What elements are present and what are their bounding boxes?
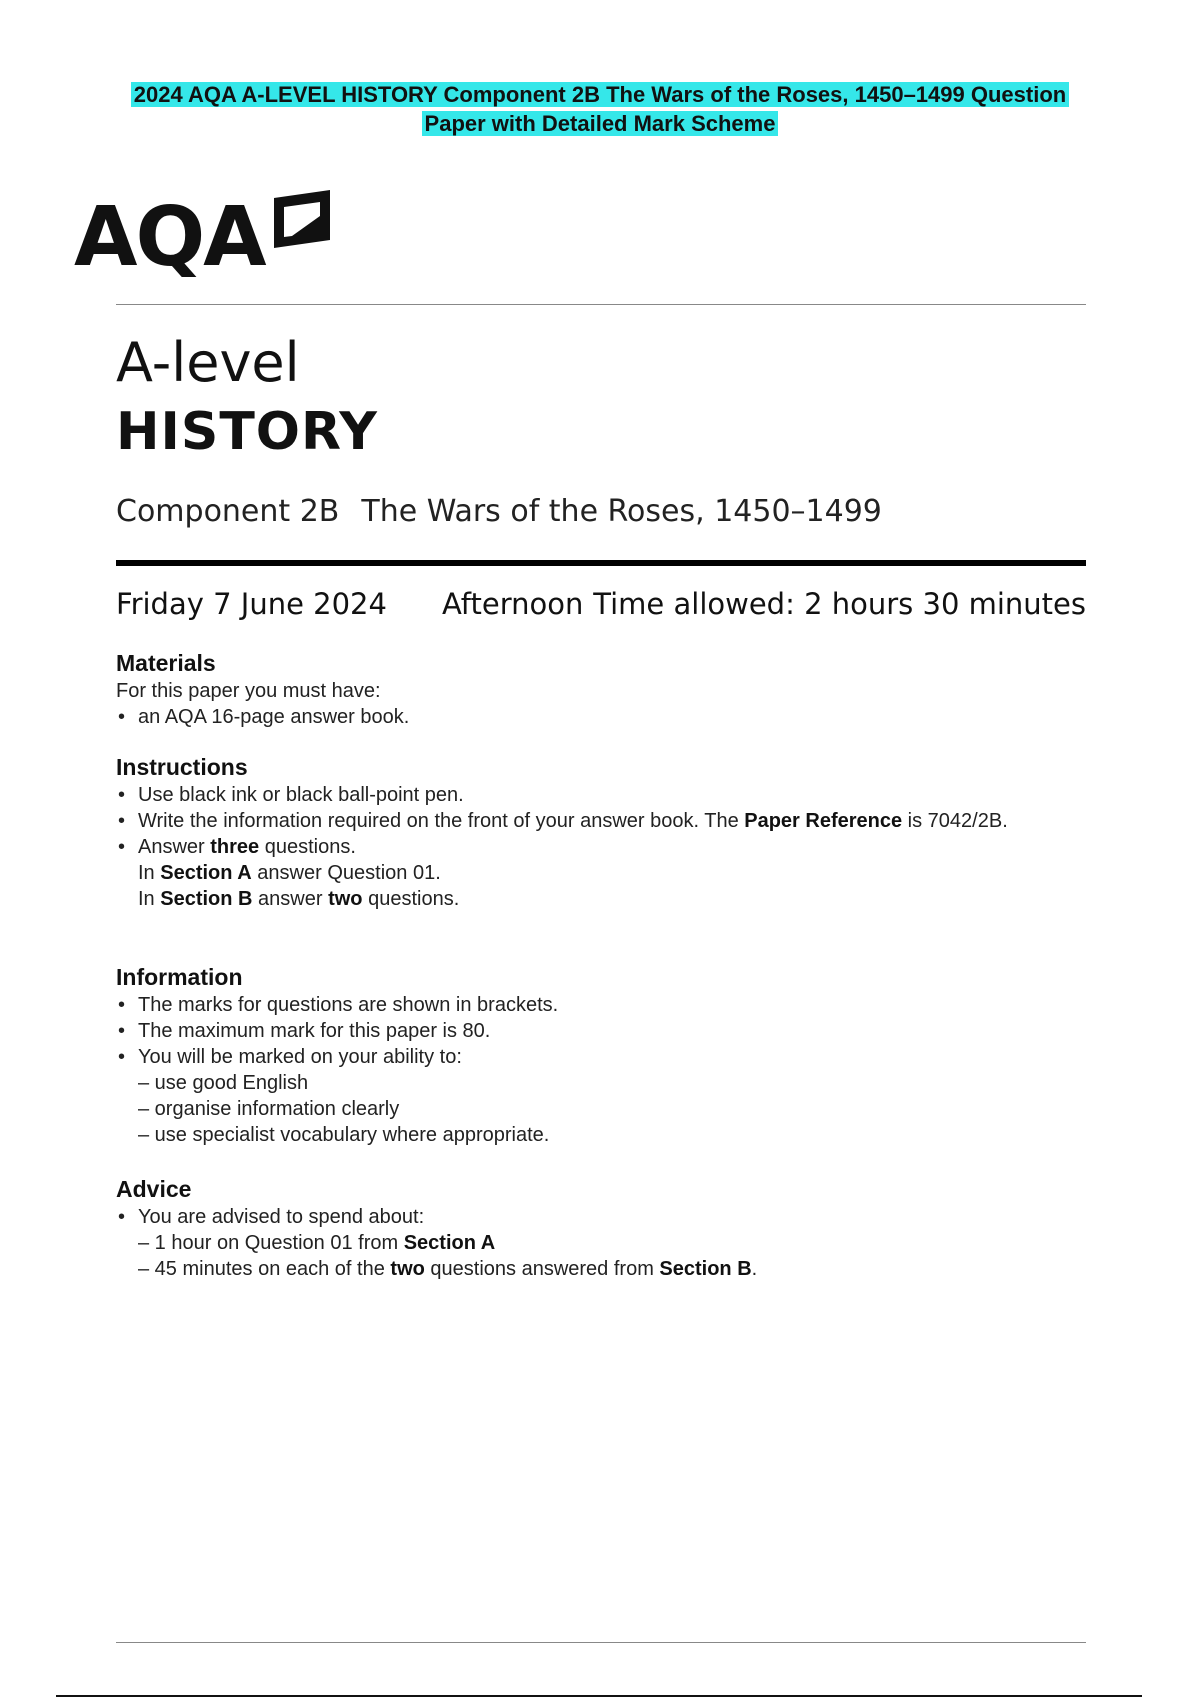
time-allowed: Time allowed: 2 hours 30 minutes <box>593 587 1086 621</box>
materials-section <box>116 648 1086 730</box>
instruction-item-3: • Answer three questions. <box>116 834 1086 860</box>
component-code: Component 2B <box>116 494 340 529</box>
information-item-3: • You will be marked on your ability to: <box>116 1044 1086 1070</box>
page-edge-line <box>56 1695 1142 1697</box>
materials-intro: For this paper you must have: <box>116 680 381 702</box>
instruction-item-1: • Use black ink or black ball-point pen. <box>116 782 1086 808</box>
advice-subitem-2: – 45 minutes on each of the two questions answered from Section B. <box>138 1258 758 1280</box>
information-subitem: – use specialist vocabulary where appropriate. <box>138 1124 550 1146</box>
instruction-item-2: • Write the information required on the front of your answer book. The Paper Reference is 7042/2B. <box>116 808 1086 834</box>
advice-heading: Advice <box>116 1176 192 1202</box>
qualification-level: A-level <box>116 331 300 394</box>
materials-heading: Materials <box>116 650 216 676</box>
logo-text: AQA <box>74 190 265 285</box>
information-section <box>116 962 1086 1148</box>
component-title: The Wars of the Roses, 1450–1499 <box>361 494 882 529</box>
exam-session: Afternoon <box>442 587 584 621</box>
exam-date: Friday 7 June 2024 <box>116 587 387 621</box>
banner-line-2: Paper with Detailed Mark Scheme <box>422 111 779 136</box>
banner-line-1: 2024 AQA A-LEVEL HISTORY Component 2B The Wars of the Roses, 1450–1499 Question <box>131 82 1069 107</box>
information-item-1: • The marks for questions are shown in brackets. <box>116 992 1086 1018</box>
information-item-2: • The maximum mark for this paper is 80. <box>116 1018 1086 1044</box>
information-subitem: – use good English <box>138 1072 309 1094</box>
header-divider <box>116 304 1086 305</box>
instruction-section-a: In Section A answer Question 01. <box>138 862 441 884</box>
instruction-section-b: In Section B answer two questions. <box>138 888 460 910</box>
materials-item: • an AQA 16-page answer book. <box>116 704 1086 730</box>
information-subitem: – organise information clearly <box>138 1098 400 1120</box>
aqa-logo <box>74 190 334 285</box>
advice-section <box>116 1174 1086 1282</box>
title-divider <box>116 560 1086 566</box>
aqa-flag-icon <box>272 190 332 252</box>
advice-item-1: • You are advised to spend about: <box>116 1204 1086 1230</box>
advice-subitem-1: – 1 hour on Question 01 from Section A <box>138 1232 496 1254</box>
instructions-section <box>116 752 1086 912</box>
footer-divider <box>116 1642 1086 1643</box>
instructions-heading: Instructions <box>116 754 248 780</box>
component-line <box>116 492 882 532</box>
subject-title: HISTORY <box>116 402 378 462</box>
title-banner <box>0 80 1200 138</box>
information-heading: Information <box>116 964 243 990</box>
